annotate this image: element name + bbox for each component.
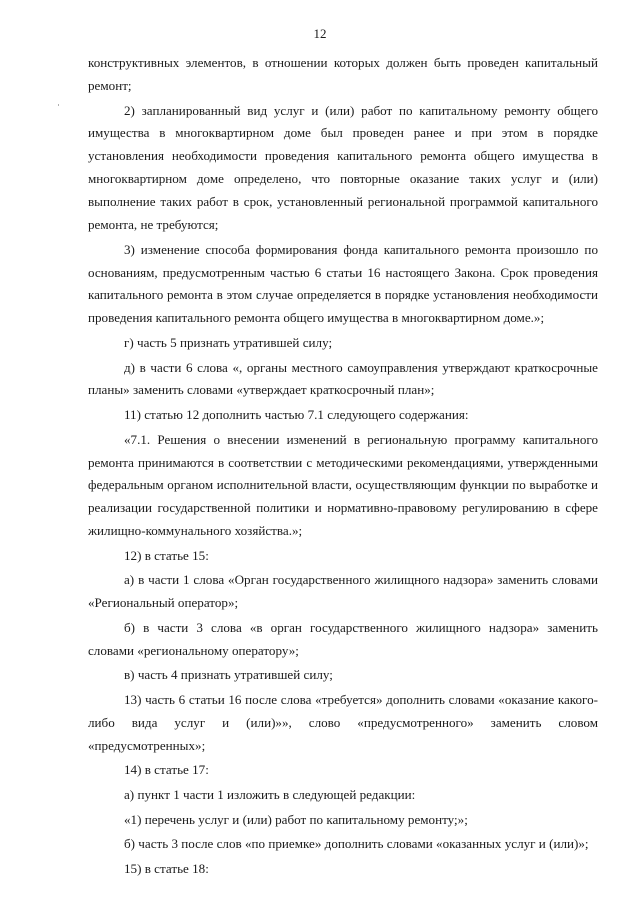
paragraph-item-3: 3) изменение способа формирования фонда капитального ремонта произошло по основаниям, предусмотренным частью 6 статьи 16 настоящего Закона. Срок проведения капитального ремонта в этом случае определяется в порядке установления необходимости проведения капитального ремонта общего имущества в многоквартирном доме.»;: [88, 241, 598, 326]
paragraph-item-12-b: б) в части 3 слова «в орган государственного жилищного надзора» заменить словами «региональному оператору»;: [88, 619, 598, 658]
paragraph-item-g: г) часть 5 признать утратившей силу;: [124, 334, 333, 350]
paragraph-item-13: 13) часть 6 статьи 16 после слова «требуется» дополнить словами «оказание какого-либо вида услуг и (или)»», слово «предусмотренного» заменить словом «предусмотренных»;: [88, 692, 598, 753]
paragraph-item-12-a: а) в части 1 слова «Орган государственного жилищного надзора» заменить словами «Региональный оператор»;: [88, 572, 598, 611]
paragraph-item-15: 15) в статье 18:: [124, 860, 209, 876]
paragraph-item-11: 11) статью 12 дополнить частью 7.1 следующего содержания:: [124, 407, 469, 423]
paragraph-item-12: 12) в статье 15:: [124, 547, 209, 563]
paragraph-item-14-a: а) пункт 1 части 1 изложить в следующей редакции:: [124, 787, 416, 803]
paragraph-quote-7-1: «7.1. Решения о внесении изменений в региональную программу капитального ремонта принимаются в соответствии с методическими рекомендациями, утвержденными федеральным органом исполнительной власти, осуществляющим функции по выработке и реализации государственной политики и нормативно-правовому регулированию в сфере жилищно-коммунального хозяйства.»;: [88, 431, 598, 539]
paragraph-item-d: д) в части 6 слова «, органы местного самоуправления утверждают краткосрочные планы» заменить словами «утверждает краткосрочный план»;: [88, 359, 598, 398]
document-body: [88, 52, 598, 882]
paragraph-item-14-quote: «1) перечень услуг и (или) работ по капитальному ремонту;»;: [124, 811, 468, 827]
paragraph-item-14-b: б) часть 3 после слов «по приемке» дополнить словами «оказанных услуг и (или)»;: [124, 836, 589, 852]
page-number: 12: [313, 26, 327, 41]
margin-mark: [58, 104, 59, 106]
paragraph-continuation: конструктивных элементов, в отношении которых должен быть проведен капитальный ремонт;: [88, 55, 598, 93]
paragraph-item-12-v: в) часть 4 признать утратившей силу;: [124, 667, 333, 683]
paragraph-item-14: 14) в статье 17:: [124, 762, 209, 778]
paragraph-item-2: 2) запланированный вид услуг и (или) работ по капитальному ремонту общего имущества в многоквартирном доме был проведен ранее и при этом в порядке установления необходимости проведения капитального ремонта общего имущества в многоквартирном доме определено, что повторные оказание таких услуг и (или) выполнение таких работ в срок, установленный региональной программой капитального ремонта, не требуются;: [88, 102, 598, 233]
